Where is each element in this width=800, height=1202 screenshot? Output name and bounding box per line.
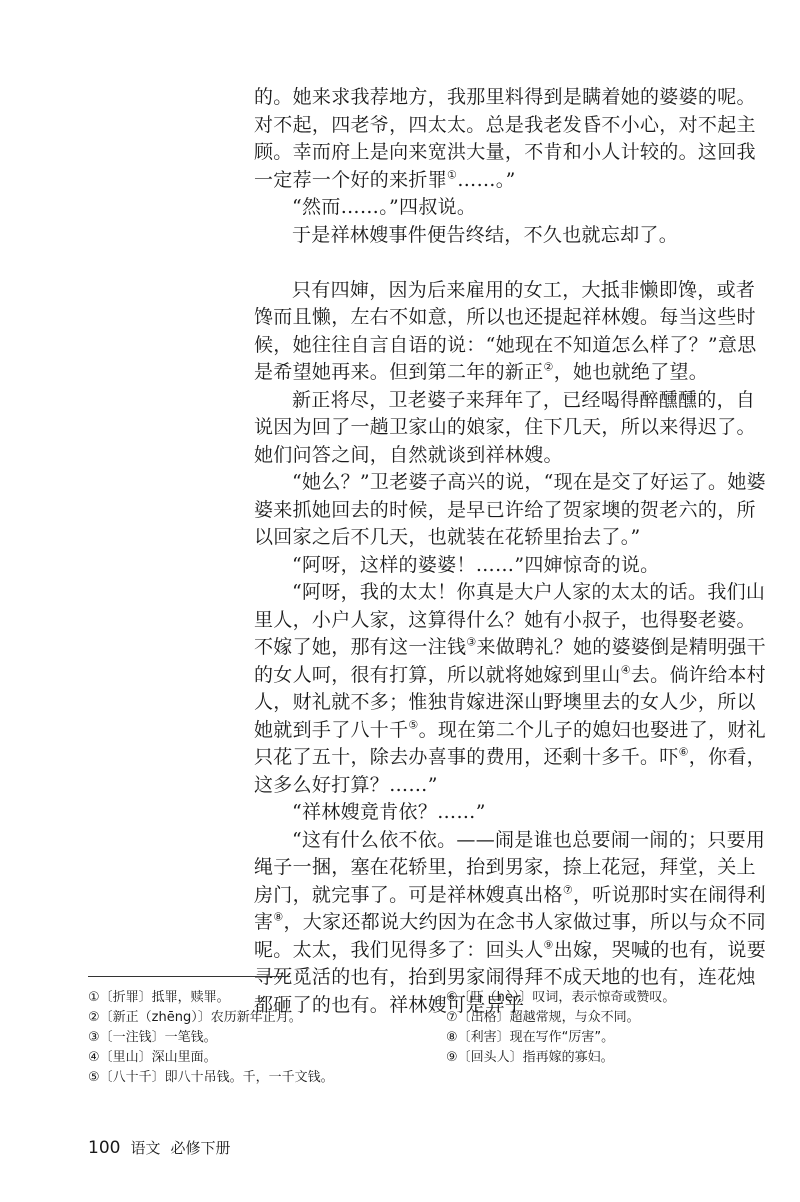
footnote-item: ②〔新正（zhēng）〕农历新年正月。 (88, 1010, 302, 1025)
paragraph-text: ，大家还都说大约因为在念书人家做过事，所以与众不同呢。太太，我们见得多了：回头人 (254, 911, 766, 961)
paragraph-text: 于是祥林嫂事件便告终结，不久也就忘却了。 (292, 223, 679, 246)
page-number: 100 (88, 1138, 121, 1158)
paragraph (254, 194, 768, 222)
footnote-item: ⑨〔回头人〕指再嫁的寡妇。 (446, 1050, 614, 1065)
paragraph (254, 552, 768, 580)
paragraph-text: “然而……。”四叔说。 (292, 196, 477, 218)
footnote-marker: ⑥ (678, 745, 689, 759)
paragraph-text: “她么？”卫老婆子高兴的说，“现在是交了好运了。她婆婆来抓她回去的时候，是早已许给了贺家墺的贺老六的，所以回家之后不几天，也就装在花轿里抬去了。” (254, 471, 766, 548)
paragraph (254, 799, 768, 827)
footnote-marker: ① (447, 168, 458, 182)
page-footer (88, 1137, 240, 1158)
paragraph (254, 84, 768, 194)
footnote-marker: ⑤ (408, 718, 419, 732)
paragraph-text: 去。倘许给本村人，财礼就不多；惟独肯嫁进深山野墺里去的女人少，所以她就到手了八十千 (254, 663, 766, 741)
paragraph-text: 来做聘礼？她的婆婆倒是精明强干的女人呵，很有打算，所以就将她嫁到里山 (254, 636, 766, 686)
footnote-item: ③〔一注钱〕一笔钱。 (88, 1030, 217, 1045)
section-break (254, 249, 768, 277)
footnote-item: ①〔折罪〕抵罪，赎罪。 (88, 990, 230, 1005)
paragraph-text: ……。” (457, 168, 516, 191)
footnotes-left-column (88, 988, 428, 1088)
footnote-item: ④〔里山〕深山里面。 (88, 1050, 217, 1065)
paragraph-text: ，你看，这多么好打算？……” (254, 746, 766, 796)
paragraph-text: “这有什么依不依。——闹是谁也总要闹一闹的；只要用绳子一捆，塞在花轿里，抬到男家，捺上花冠，拜堂，关上房门，就完事了。可是祥林嫂真出格 (254, 828, 766, 906)
paragraph (254, 469, 768, 552)
subject-label: 语文 (130, 1139, 161, 1157)
footnote-marker: ② (543, 360, 554, 374)
paragraph (254, 222, 768, 250)
volume-label: 必修下册 (170, 1139, 231, 1157)
paragraph-text: ，她也就绝了望。 (553, 361, 709, 383)
footnote-marker: ⑦ (562, 883, 573, 897)
body-text (254, 84, 768, 1019)
paragraph-text: 新正将尽，卫老婆子来拜年了，已经喝得醉醺醺的，自说因为回了一趟卫家山的娘家，住下几天，所以来得迟了。她们问答之间，自然就谈到祥林嫂。 (254, 388, 756, 466)
footnote-marker: ④ (620, 663, 631, 677)
footnote-item: ⑥〔吓（hè）〕叹词，表示惊奇或赞叹。 (446, 990, 676, 1005)
footnote-marker: ⑧ (273, 910, 284, 924)
paragraph-text: ，听说那时实在闹得利害 (254, 883, 766, 933)
footnote-item: ⑦〔出格〕超越常规，与众不同。 (446, 1010, 640, 1025)
footnote-item: ⑧〔利害〕现在写作“厉害”。 (446, 1030, 615, 1045)
footnote-marker: ⑨ (543, 938, 554, 952)
paragraph (254, 387, 768, 470)
paragraph-text: “阿呀，我的太太！你真是大户人家的太太的话。我们山里人，小户人家，这算得什么？她有小叔子，也得娶老婆。不嫁了她，那有这一注钱 (254, 581, 766, 658)
paragraph (254, 579, 768, 799)
footnotes-right-column (446, 988, 786, 1068)
footnote-divider (88, 976, 290, 977)
paragraph (254, 277, 768, 387)
paragraph-text: “阿呀，这样的婆婆！……”四婶惊奇的说。 (292, 553, 660, 576)
footnote-marker: ③ (466, 635, 477, 649)
footnote-item: ⑤〔八十千〕即八十吊钱。千，一千文钱。 (88, 1070, 334, 1085)
paragraph-text: 只有四婶，因为后来雇用的女工，大抵非懒即馋，或者馋而且懒，左右不如意，所以也还提起祥林嫂。每当这些时候，她往往自言自语的说：“她现在不知道怎么样了？”意思是希望她再来。但到第二年的新正 (254, 278, 757, 383)
paragraph-text: “祥林嫂竟肯依？……” (292, 801, 486, 823)
paragraph-text: 的。她来求我荐地方，我那里料得到是瞒着她的婆婆的呢。对不起，四老爷，四太太。总是我老发昏不小心，对不起主顾。幸而府上是向来宽洪大量，不肯和小人计较的。这回我一定荐一个好的来折罪 (254, 86, 756, 191)
paragraph-text: 。现在第二个儿子的媳妇也娶进了，财礼只花了五十，除去办喜事的费用，还剩十多千。吓 (254, 718, 766, 768)
paragraph-text: 出嫁，哭喊的也有，说要寻死觅活的也有，抬到男家闹得拜不成天地的也有，连花烛都砸了的也有。祥林嫂可是异乎 (254, 938, 766, 1016)
